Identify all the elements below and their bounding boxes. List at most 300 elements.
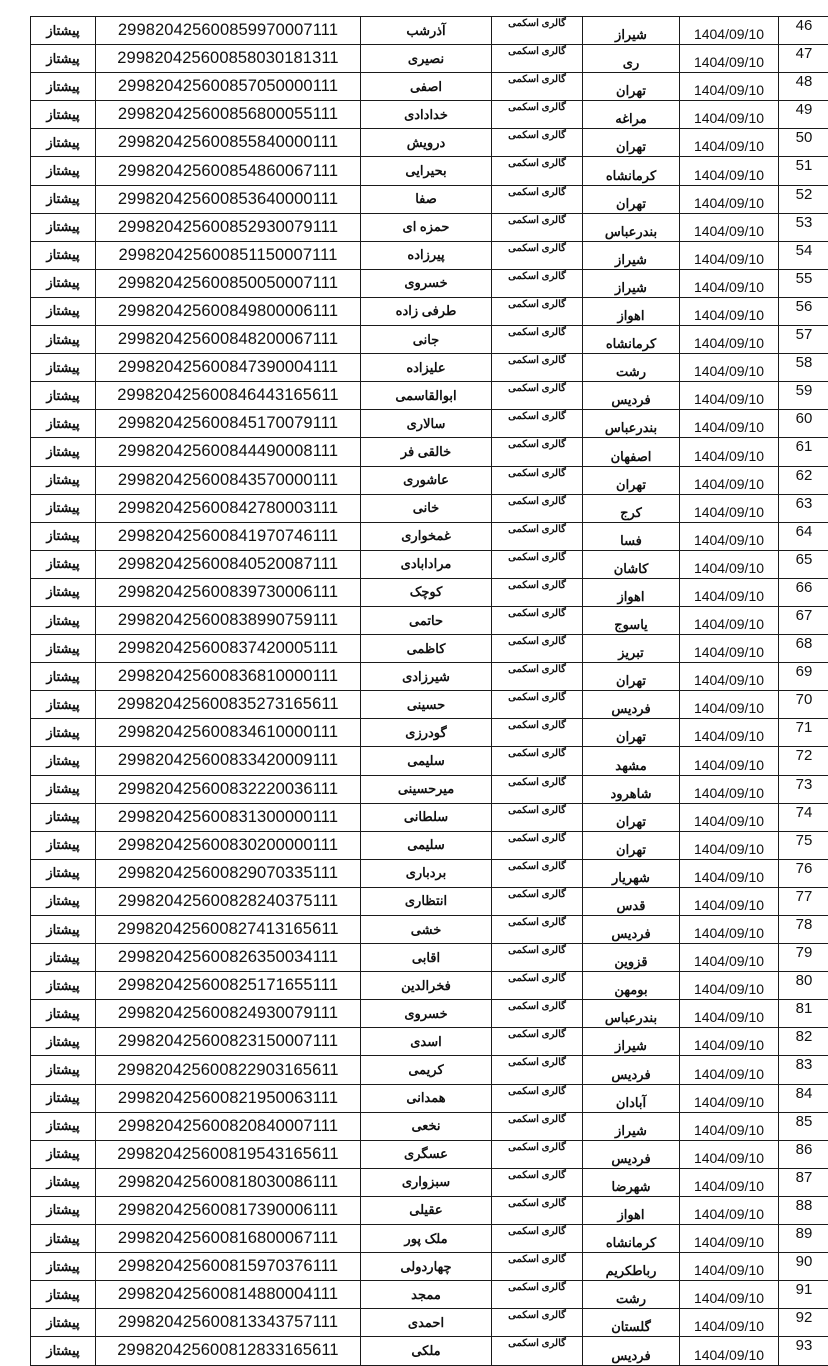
sender-cell: گالری اسکمی	[492, 803, 583, 831]
tracking-number-cell: 299820425600825171655111	[96, 972, 361, 1000]
shipping-type-cell: پیشتاز	[31, 269, 96, 297]
tracking-number-cell: 299820425600822903165611	[96, 1056, 361, 1084]
date-cell: 1404/09/10	[680, 944, 779, 972]
row-number-cell: 73	[779, 775, 828, 803]
sender-cell: گالری اسکمی	[492, 550, 583, 578]
row-number-cell: 62	[779, 466, 828, 494]
row-number-cell: 56	[779, 297, 828, 325]
row-number-cell: 74	[779, 803, 828, 831]
date-cell: 1404/09/10	[680, 157, 779, 185]
table-row	[31, 129, 828, 157]
table-row	[31, 1168, 828, 1196]
date-cell: 1404/09/10	[680, 129, 779, 157]
recipient-name-cell: علیزاده	[361, 354, 492, 382]
table-row	[31, 1000, 828, 1028]
table-row	[31, 775, 828, 803]
shipping-type-cell: پیشتاز	[31, 438, 96, 466]
shipping-type-cell: پیشتاز	[31, 775, 96, 803]
sender-cell: گالری اسکمی	[492, 326, 583, 354]
tracking-number-cell: 299820425600826350034111	[96, 944, 361, 972]
recipient-name-cell: غمخواری	[361, 522, 492, 550]
shipping-type-cell: پیشتاز	[31, 550, 96, 578]
sender-cell: گالری اسکمی	[492, 719, 583, 747]
date-cell: 1404/09/10	[680, 1056, 779, 1084]
date-cell: 1404/09/10	[680, 45, 779, 73]
city-cell: تهران	[583, 129, 680, 157]
date-cell: 1404/09/10	[680, 1168, 779, 1196]
row-number-cell: 92	[779, 1309, 828, 1337]
table-row	[31, 1140, 828, 1168]
shipping-type-cell: پیشتاز	[31, 1140, 96, 1168]
tracking-number-cell: 299820425600853640000111	[96, 185, 361, 213]
date-cell: 1404/09/10	[680, 550, 779, 578]
recipient-name-cell: بردباری	[361, 859, 492, 887]
sender-cell: گالری اسکمی	[492, 185, 583, 213]
city-cell: یاسوج	[583, 606, 680, 634]
tracking-number-cell: 299820425600832220036111	[96, 775, 361, 803]
row-number-cell: 69	[779, 663, 828, 691]
row-number-cell: 83	[779, 1056, 828, 1084]
tracking-number-cell: 299820425600820840007111	[96, 1112, 361, 1140]
shipping-type-cell: پیشتاز	[31, 691, 96, 719]
sender-cell: گالری اسکمی	[492, 241, 583, 269]
date-cell: 1404/09/10	[680, 1140, 779, 1168]
row-number-cell: 49	[779, 101, 828, 129]
sender-cell: گالری اسکمی	[492, 1084, 583, 1112]
city-cell: تهران	[583, 73, 680, 101]
row-number-cell: 60	[779, 410, 828, 438]
row-number-cell: 57	[779, 326, 828, 354]
row-number-cell: 85	[779, 1112, 828, 1140]
recipient-name-cell: ملک پور	[361, 1225, 492, 1253]
recipient-name-cell: نصیری	[361, 45, 492, 73]
shipping-type-cell: پیشتاز	[31, 1196, 96, 1224]
recipient-name-cell: میرحسینی	[361, 775, 492, 803]
recipient-name-cell: ملکی	[361, 1337, 492, 1365]
row-number-cell: 76	[779, 859, 828, 887]
tracking-number-cell: 299820425600824930079111	[96, 1000, 361, 1028]
city-cell: شیراز	[583, 17, 680, 45]
tracking-number-cell: 299820425600815970376111	[96, 1253, 361, 1281]
date-cell: 1404/09/10	[680, 241, 779, 269]
shipping-type-cell: پیشتاز	[31, 241, 96, 269]
table-row	[31, 719, 828, 747]
shipping-type-cell: پیشتاز	[31, 45, 96, 73]
shipping-type-cell: پیشتاز	[31, 831, 96, 859]
sender-cell: گالری اسکمی	[492, 831, 583, 859]
city-cell: فردیس	[583, 1337, 680, 1365]
recipient-name-cell: جانی	[361, 326, 492, 354]
shipping-type-cell: پیشتاز	[31, 297, 96, 325]
sender-cell: گالری اسکمی	[492, 887, 583, 915]
sender-cell: گالری اسکمی	[492, 1253, 583, 1281]
row-number-cell: 48	[779, 73, 828, 101]
shipping-type-cell: پیشتاز	[31, 803, 96, 831]
sender-cell: گالری اسکمی	[492, 269, 583, 297]
table-row	[31, 17, 828, 45]
sender-cell: گالری اسکمی	[492, 45, 583, 73]
table-row	[31, 494, 828, 522]
table-row	[31, 1309, 828, 1337]
city-cell: فردیس	[583, 691, 680, 719]
row-number-cell: 47	[779, 45, 828, 73]
date-cell: 1404/09/10	[680, 663, 779, 691]
recipient-name-cell: همدانی	[361, 1084, 492, 1112]
shipping-type-cell: پیشتاز	[31, 101, 96, 129]
sender-cell: گالری اسکمی	[492, 944, 583, 972]
date-cell: 1404/09/10	[680, 831, 779, 859]
recipient-name-cell: سلطانی	[361, 803, 492, 831]
recipient-name-cell: بحیرایی	[361, 157, 492, 185]
recipient-name-cell: خسروی	[361, 1000, 492, 1028]
table-row	[31, 1112, 828, 1140]
row-number-cell: 78	[779, 916, 828, 944]
table-row	[31, 859, 828, 887]
shipping-type-cell: پیشتاز	[31, 1253, 96, 1281]
city-cell: تهران	[583, 466, 680, 494]
table-row	[31, 269, 828, 297]
table-row	[31, 522, 828, 550]
table-row	[31, 466, 828, 494]
city-cell: اهواز	[583, 578, 680, 606]
sender-cell: گالری اسکمی	[492, 606, 583, 634]
sender-cell: گالری اسکمی	[492, 916, 583, 944]
tracking-number-cell: 299820425600819543165611	[96, 1140, 361, 1168]
tracking-number-cell: 299820425600851150007111	[96, 241, 361, 269]
row-number-cell: 86	[779, 1140, 828, 1168]
sender-cell: گالری اسکمی	[492, 691, 583, 719]
recipient-name-cell: خانی	[361, 494, 492, 522]
shipping-type-cell: پیشتاز	[31, 1281, 96, 1309]
recipient-name-cell: اصفی	[361, 73, 492, 101]
table-row	[31, 297, 828, 325]
tracking-number-cell: 299820425600830200000111	[96, 831, 361, 859]
city-cell: شیراز	[583, 1028, 680, 1056]
table-row	[31, 241, 828, 269]
shipping-type-cell: پیشتاز	[31, 747, 96, 775]
sender-cell: گالری اسکمی	[492, 1028, 583, 1056]
recipient-name-cell: سالاری	[361, 410, 492, 438]
sender-cell: گالری اسکمی	[492, 410, 583, 438]
row-number-cell: 75	[779, 831, 828, 859]
city-cell: فردیس	[583, 382, 680, 410]
row-number-cell: 50	[779, 129, 828, 157]
sender-cell: گالری اسکمی	[492, 101, 583, 129]
date-cell: 1404/09/10	[680, 1196, 779, 1224]
tracking-number-cell: 299820425600850050007111	[96, 269, 361, 297]
date-cell: 1404/09/10	[680, 1084, 779, 1112]
city-cell: شیراز	[583, 241, 680, 269]
date-cell: 1404/09/10	[680, 578, 779, 606]
tracking-number-cell: 299820425600817390006111	[96, 1196, 361, 1224]
date-cell: 1404/09/10	[680, 494, 779, 522]
city-cell: بندرعباس	[583, 1000, 680, 1028]
city-cell: کاشان	[583, 550, 680, 578]
recipient-name-cell: خالقی فر	[361, 438, 492, 466]
sender-cell: گالری اسکمی	[492, 1281, 583, 1309]
table-row	[31, 803, 828, 831]
table-row	[31, 887, 828, 915]
tracking-number-cell: 299820425600837420005111	[96, 635, 361, 663]
row-number-cell: 59	[779, 382, 828, 410]
sender-cell: گالری اسکمی	[492, 1112, 583, 1140]
row-number-cell: 67	[779, 606, 828, 634]
recipient-name-cell: کوچک	[361, 578, 492, 606]
sender-cell: گالری اسکمی	[492, 578, 583, 606]
city-cell: تهران	[583, 185, 680, 213]
city-cell: کرج	[583, 494, 680, 522]
shipping-type-cell: پیشتاز	[31, 522, 96, 550]
table-row	[31, 916, 828, 944]
city-cell: تبریز	[583, 635, 680, 663]
row-number-cell: 82	[779, 1028, 828, 1056]
sender-cell: گالری اسکمی	[492, 775, 583, 803]
table-row	[31, 691, 828, 719]
recipient-name-cell: حاتمی	[361, 606, 492, 634]
tracking-number-cell: 299820425600831300000111	[96, 803, 361, 831]
tracking-number-cell: 299820425600845170079111	[96, 410, 361, 438]
shipping-type-cell: پیشتاز	[31, 1337, 96, 1365]
shipping-type-cell: پیشتاز	[31, 578, 96, 606]
table-row	[31, 606, 828, 634]
recipient-name-cell: خدادادی	[361, 101, 492, 129]
row-number-cell: 89	[779, 1225, 828, 1253]
recipient-name-cell: اسدی	[361, 1028, 492, 1056]
table-row	[31, 1196, 828, 1224]
city-cell: رشت	[583, 1281, 680, 1309]
table-row	[31, 1056, 828, 1084]
city-cell: بندرعباس	[583, 410, 680, 438]
shipping-type-cell: پیشتاز	[31, 887, 96, 915]
city-cell: کرمانشاه	[583, 1225, 680, 1253]
city-cell: رباطکریم	[583, 1253, 680, 1281]
tracking-number-cell: 299820425600843570000111	[96, 466, 361, 494]
table-row	[31, 747, 828, 775]
recipient-name-cell: صفا	[361, 185, 492, 213]
row-number-cell: 88	[779, 1196, 828, 1224]
tracking-number-cell: 299820425600813343757111	[96, 1309, 361, 1337]
shipping-type-cell: پیشتاز	[31, 213, 96, 241]
city-cell: قزوین	[583, 944, 680, 972]
table-row	[31, 73, 828, 101]
date-cell: 1404/09/10	[680, 1028, 779, 1056]
table-row	[31, 1253, 828, 1281]
tracking-number-cell: 299820425600852930079111	[96, 213, 361, 241]
sender-cell: گالری اسکمی	[492, 747, 583, 775]
row-number-cell: 91	[779, 1281, 828, 1309]
city-cell: شیراز	[583, 1112, 680, 1140]
row-number-cell: 77	[779, 887, 828, 915]
row-number-cell: 65	[779, 550, 828, 578]
date-cell: 1404/09/10	[680, 747, 779, 775]
city-cell: تهران	[583, 719, 680, 747]
date-cell: 1404/09/10	[680, 859, 779, 887]
row-number-cell: 63	[779, 494, 828, 522]
row-number-cell: 58	[779, 354, 828, 382]
sender-cell: گالری اسکمی	[492, 1168, 583, 1196]
date-cell: 1404/09/10	[680, 17, 779, 45]
city-cell: بومهن	[583, 972, 680, 1000]
recipient-name-cell: کاظمی	[361, 635, 492, 663]
date-cell: 1404/09/10	[680, 972, 779, 1000]
recipient-name-cell: نخعی	[361, 1112, 492, 1140]
table-row	[31, 578, 828, 606]
row-number-cell: 93	[779, 1337, 828, 1365]
tracking-number-cell: 299820425600842780003111	[96, 494, 361, 522]
sender-cell: گالری اسکمی	[492, 635, 583, 663]
table-row	[31, 550, 828, 578]
date-cell: 1404/09/10	[680, 382, 779, 410]
date-cell: 1404/09/10	[680, 635, 779, 663]
table-row	[31, 185, 828, 213]
sender-cell: گالری اسکمی	[492, 859, 583, 887]
sender-cell: گالری اسکمی	[492, 466, 583, 494]
tracking-number-cell: 299820425600857050000111	[96, 73, 361, 101]
sender-cell: گالری اسکمی	[492, 297, 583, 325]
tracking-number-cell: 299820425600814880004111	[96, 1281, 361, 1309]
date-cell: 1404/09/10	[680, 297, 779, 325]
shipping-type-cell: پیشتاز	[31, 410, 96, 438]
tracking-number-cell: 299820425600840520087111	[96, 550, 361, 578]
shipping-type-cell: پیشتاز	[31, 1168, 96, 1196]
city-cell: فردیس	[583, 916, 680, 944]
tracking-number-cell: 299820425600858030181311	[96, 45, 361, 73]
date-cell: 1404/09/10	[680, 887, 779, 915]
shipping-type-cell: پیشتاز	[31, 129, 96, 157]
tracking-number-cell: 299820425600855840000111	[96, 129, 361, 157]
city-cell: آبادان	[583, 1084, 680, 1112]
sender-cell: گالری اسکمی	[492, 1337, 583, 1365]
shipping-type-cell: پیشتاز	[31, 859, 96, 887]
shipment-table	[30, 16, 828, 1366]
shipping-type-cell: پیشتاز	[31, 494, 96, 522]
table-row	[31, 663, 828, 691]
table-row	[31, 972, 828, 1000]
city-cell: تهران	[583, 663, 680, 691]
table-row	[31, 326, 828, 354]
shipping-type-cell: پیشتاز	[31, 157, 96, 185]
shipping-type-cell: پیشتاز	[31, 1225, 96, 1253]
date-cell: 1404/09/10	[680, 438, 779, 466]
shipping-type-cell: پیشتاز	[31, 17, 96, 45]
date-cell: 1404/09/10	[680, 101, 779, 129]
sender-cell: گالری اسکمی	[492, 1056, 583, 1084]
city-cell: ری	[583, 45, 680, 73]
date-cell: 1404/09/10	[680, 1337, 779, 1365]
table-row	[31, 831, 828, 859]
tracking-number-cell: 299820425600812833165611	[96, 1337, 361, 1365]
city-cell: کرمانشاه	[583, 326, 680, 354]
table-row	[31, 45, 828, 73]
date-cell: 1404/09/10	[680, 466, 779, 494]
row-number-cell: 90	[779, 1253, 828, 1281]
date-cell: 1404/09/10	[680, 1112, 779, 1140]
tracking-number-cell: 299820425600836810000111	[96, 663, 361, 691]
sender-cell: گالری اسکمی	[492, 129, 583, 157]
city-cell: اهواز	[583, 297, 680, 325]
table-row	[31, 1337, 828, 1365]
row-number-cell: 53	[779, 213, 828, 241]
sender-cell: گالری اسکمی	[492, 73, 583, 101]
city-cell: شیراز	[583, 269, 680, 297]
date-cell: 1404/09/10	[680, 916, 779, 944]
table-row	[31, 157, 828, 185]
recipient-name-cell: گودرزی	[361, 719, 492, 747]
date-cell: 1404/09/10	[680, 1225, 779, 1253]
shipping-type-cell: پیشتاز	[31, 1112, 96, 1140]
date-cell: 1404/09/10	[680, 719, 779, 747]
recipient-name-cell: احمدی	[361, 1309, 492, 1337]
table-row	[31, 1281, 828, 1309]
tracking-number-cell: 299820425600846443165611	[96, 382, 361, 410]
tracking-number-cell: 299820425600816800067111	[96, 1225, 361, 1253]
tracking-number-cell: 299820425600838990759111	[96, 606, 361, 634]
tracking-number-cell: 299820425600828240375111	[96, 887, 361, 915]
tracking-number-cell: 299820425600859970007111	[96, 17, 361, 45]
date-cell: 1404/09/10	[680, 185, 779, 213]
table-row	[31, 1084, 828, 1112]
recipient-name-cell: کریمی	[361, 1056, 492, 1084]
shipping-type-cell: پیشتاز	[31, 972, 96, 1000]
table-row	[31, 382, 828, 410]
tracking-number-cell: 299820425600849800006111	[96, 297, 361, 325]
date-cell: 1404/09/10	[680, 73, 779, 101]
city-cell: اصفهان	[583, 438, 680, 466]
row-number-cell: 81	[779, 1000, 828, 1028]
city-cell: فردیس	[583, 1140, 680, 1168]
tracking-number-cell: 299820425600834610000111	[96, 719, 361, 747]
city-cell: فسا	[583, 522, 680, 550]
tracking-number-cell: 299820425600844490008111	[96, 438, 361, 466]
city-cell: مشهد	[583, 747, 680, 775]
shipping-type-cell: پیشتاز	[31, 1056, 96, 1084]
shipping-type-cell: پیشتاز	[31, 663, 96, 691]
date-cell: 1404/09/10	[680, 410, 779, 438]
sender-cell: گالری اسکمی	[492, 17, 583, 45]
shipping-type-cell: پیشتاز	[31, 944, 96, 972]
tracking-number-cell: 299820425600856800055111	[96, 101, 361, 129]
sender-cell: گالری اسکمی	[492, 213, 583, 241]
row-number-cell: 66	[779, 578, 828, 606]
tracking-number-cell: 299820425600823150007111	[96, 1028, 361, 1056]
sender-cell: گالری اسکمی	[492, 1309, 583, 1337]
sender-cell: گالری اسکمی	[492, 972, 583, 1000]
date-cell: 1404/09/10	[680, 1309, 779, 1337]
sender-cell: گالری اسکمی	[492, 354, 583, 382]
recipient-name-cell: حسینی	[361, 691, 492, 719]
date-cell: 1404/09/10	[680, 606, 779, 634]
table-row	[31, 354, 828, 382]
row-number-cell: 52	[779, 185, 828, 213]
city-cell: تهران	[583, 803, 680, 831]
sender-cell: گالری اسکمی	[492, 382, 583, 410]
shipping-type-cell: پیشتاز	[31, 382, 96, 410]
city-cell: شاهرود	[583, 775, 680, 803]
city-cell: شهرضا	[583, 1168, 680, 1196]
row-number-cell: 64	[779, 522, 828, 550]
date-cell: 1404/09/10	[680, 1000, 779, 1028]
sender-cell: گالری اسکمی	[492, 522, 583, 550]
city-cell: کرمانشاه	[583, 157, 680, 185]
table-row	[31, 213, 828, 241]
row-number-cell: 72	[779, 747, 828, 775]
date-cell: 1404/09/10	[680, 803, 779, 831]
shipping-type-cell: پیشتاز	[31, 466, 96, 494]
row-number-cell: 55	[779, 269, 828, 297]
tracking-number-cell: 299820425600829070335111	[96, 859, 361, 887]
table-body	[31, 17, 828, 1366]
recipient-name-cell: شیرزادی	[361, 663, 492, 691]
